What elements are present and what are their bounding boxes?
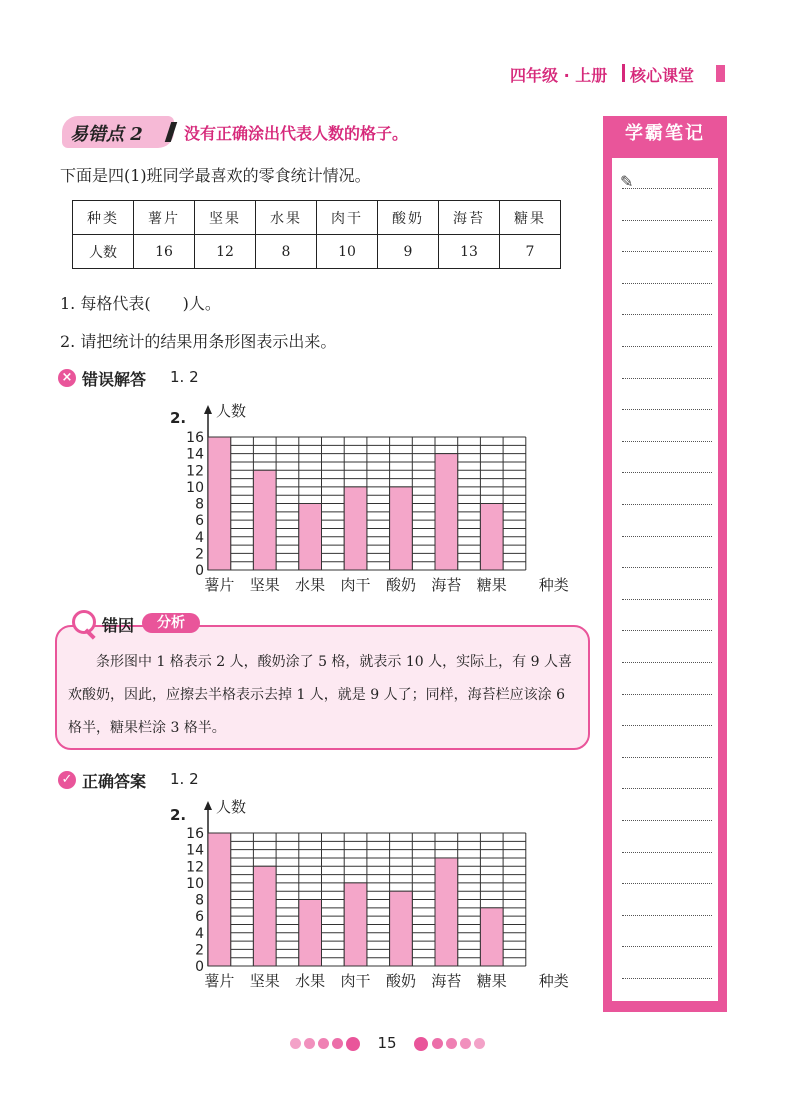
x-tick-label: 薯片 — [204, 972, 235, 990]
note-line — [622, 504, 712, 505]
header-marker — [716, 65, 725, 82]
y-tick-label: 8 — [195, 892, 204, 909]
analysis-chip: 分析 — [142, 613, 200, 633]
x-tick-label: 肉干 — [340, 576, 371, 594]
analysis-text: 条形图中 1 格表示 2 人，酸奶涂了 5 格，就表示 10 人，实际上，有 9 人喜欢酸奶，因此，应擦去半格表示去掉 1 人，就是 9 人了；同样，海苔栏应该涂 6 格半，糖果栏涂 3 格半。 — [68, 654, 572, 736]
y-tick-label: 8 — [195, 496, 204, 513]
snack-table — [72, 200, 561, 269]
y-tick-label: 4 — [195, 529, 204, 546]
table-cell: 糖果 — [500, 201, 561, 235]
bar — [435, 454, 458, 570]
table-row — [73, 235, 561, 269]
x-tick-label: 水果 — [295, 972, 326, 990]
footer-dot — [432, 1038, 443, 1049]
y-axis-arrow — [204, 801, 212, 810]
note-line — [622, 472, 712, 473]
note-line — [622, 852, 712, 853]
table-cell: 酸奶 — [378, 201, 439, 235]
note-line — [622, 630, 712, 631]
header-title: 核心课堂 — [630, 66, 695, 85]
y-tick-label: 6 — [195, 909, 204, 926]
table-cell: 坚果 — [195, 201, 256, 235]
correct-chart-label: 2. — [170, 806, 187, 824]
y-tick-label: 14 — [186, 446, 204, 463]
table-cell: 16 — [134, 235, 195, 269]
note-line — [622, 251, 712, 252]
analysis-title: 错因 — [102, 616, 135, 635]
bar — [208, 833, 231, 966]
pencil-icon: ✎ — [620, 172, 634, 191]
y-tick-label: 10 — [186, 875, 204, 892]
note-line — [622, 346, 712, 347]
note-line — [622, 314, 712, 315]
note-line — [622, 725, 712, 726]
notes-title: 学霸笔记 — [625, 123, 705, 144]
note-line — [622, 915, 712, 916]
x-tick-label: 海苔 — [431, 972, 462, 990]
note-line — [622, 757, 712, 758]
footer-dot — [290, 1038, 301, 1049]
wrong-bar-chart — [170, 402, 600, 598]
table-cell: 种类 — [73, 201, 134, 235]
x-axis-label: 种类 — [538, 576, 569, 594]
table-row — [73, 201, 561, 235]
note-line — [622, 441, 712, 442]
x-tick-label: 薯片 — [204, 576, 235, 594]
table-cell: 水果 — [256, 201, 317, 235]
x-tick-label: 酸奶 — [385, 972, 416, 990]
note-line — [622, 694, 712, 695]
x-tick-label: 糖果 — [476, 972, 507, 990]
question-2: 2. 请把统计的结果用条形图表示出来。 — [60, 332, 337, 351]
correct-answer-title: 正确答案 — [82, 772, 147, 791]
bar — [344, 883, 367, 966]
y-tick-label: 10 — [186, 479, 204, 496]
note-line — [622, 567, 712, 568]
x-tick-label: 糖果 — [476, 576, 507, 594]
note-line — [622, 820, 712, 821]
note-line — [622, 409, 712, 410]
bar — [480, 908, 503, 966]
note-line — [622, 599, 712, 600]
footer-dot — [332, 1038, 343, 1049]
y-tick-label: 0 — [195, 563, 204, 579]
y-tick-label: 12 — [186, 463, 204, 480]
footer-dot — [474, 1038, 485, 1049]
table-cell: 人数 — [73, 235, 134, 269]
y-axis-arrow — [204, 405, 212, 414]
correct-answer-1: 1. 2 — [170, 770, 199, 788]
bar — [253, 470, 276, 570]
x-tick-label: 酸奶 — [385, 576, 416, 594]
question-1: 1. 每格代表( )人。 — [60, 294, 221, 313]
notes-lines — [622, 188, 712, 988]
problem-intro: 下面是四(1)班同学最喜欢的零食统计情况。 — [60, 166, 371, 185]
bar — [344, 487, 367, 570]
header-grade: 四年级 · 上册 — [510, 66, 608, 85]
wrong-answer-title: 错误解答 — [82, 370, 147, 389]
table-cell: 8 — [256, 235, 317, 269]
footer-dot — [318, 1038, 329, 1049]
y-axis-label: 人数 — [216, 798, 247, 816]
note-line — [622, 283, 712, 284]
wrong-chart-label: 2. — [170, 409, 187, 427]
y-tick-label: 12 — [186, 859, 204, 876]
table-cell: 7 — [500, 235, 561, 269]
page-number: 15 — [377, 1034, 397, 1052]
x-tick-label: 肉干 — [340, 972, 371, 990]
x-tick-label: 坚果 — [249, 576, 280, 594]
note-line — [622, 378, 712, 379]
y-tick-label: 6 — [195, 513, 204, 530]
bar — [299, 900, 322, 967]
section-badge-label: 易错点 2 — [70, 124, 143, 145]
table-cell: 13 — [439, 235, 500, 269]
y-tick-label: 16 — [186, 430, 204, 446]
bar — [253, 866, 276, 966]
check-icon: ✓ — [58, 771, 76, 789]
cross-icon: × — [58, 369, 76, 387]
y-tick-label: 0 — [195, 959, 204, 975]
wrong-answer-1: 1. 2 — [170, 368, 199, 386]
footer-dot — [414, 1037, 428, 1051]
table-cell: 12 — [195, 235, 256, 269]
table-cell: 10 — [317, 235, 378, 269]
note-line — [622, 662, 712, 663]
section-heading: 没有正确涂出代表人数的格子。 — [184, 124, 409, 143]
table-cell: 肉干 — [317, 201, 378, 235]
table-cell: 海苔 — [439, 201, 500, 235]
y-tick-label: 2 — [195, 546, 204, 563]
y-axis-label: 人数 — [216, 402, 247, 420]
header-divider — [622, 64, 625, 82]
x-axis-label: 种类 — [538, 972, 569, 990]
note-line — [622, 220, 712, 221]
bar — [390, 891, 413, 966]
note-line — [622, 946, 712, 947]
note-line — [622, 978, 712, 979]
table-cell: 薯片 — [134, 201, 195, 235]
x-tick-label: 海苔 — [431, 576, 462, 594]
footer-dot — [346, 1037, 360, 1051]
bar — [299, 504, 322, 571]
bar — [435, 858, 458, 966]
y-tick-label: 16 — [186, 826, 204, 842]
note-line — [622, 536, 712, 537]
bar — [480, 504, 503, 571]
x-tick-label: 坚果 — [249, 972, 280, 990]
y-tick-label: 14 — [186, 842, 204, 859]
x-tick-label: 水果 — [295, 576, 326, 594]
y-tick-label: 4 — [195, 925, 204, 942]
bar — [208, 437, 231, 570]
table-cell: 9 — [378, 235, 439, 269]
note-line — [622, 883, 712, 884]
footer-dot — [460, 1038, 471, 1049]
note-line — [622, 788, 712, 789]
bar — [390, 487, 413, 570]
correct-bar-chart — [170, 798, 600, 994]
footer-dot — [446, 1038, 457, 1049]
y-tick-label: 2 — [195, 942, 204, 959]
footer-dot — [304, 1038, 315, 1049]
note-line — [622, 188, 712, 189]
